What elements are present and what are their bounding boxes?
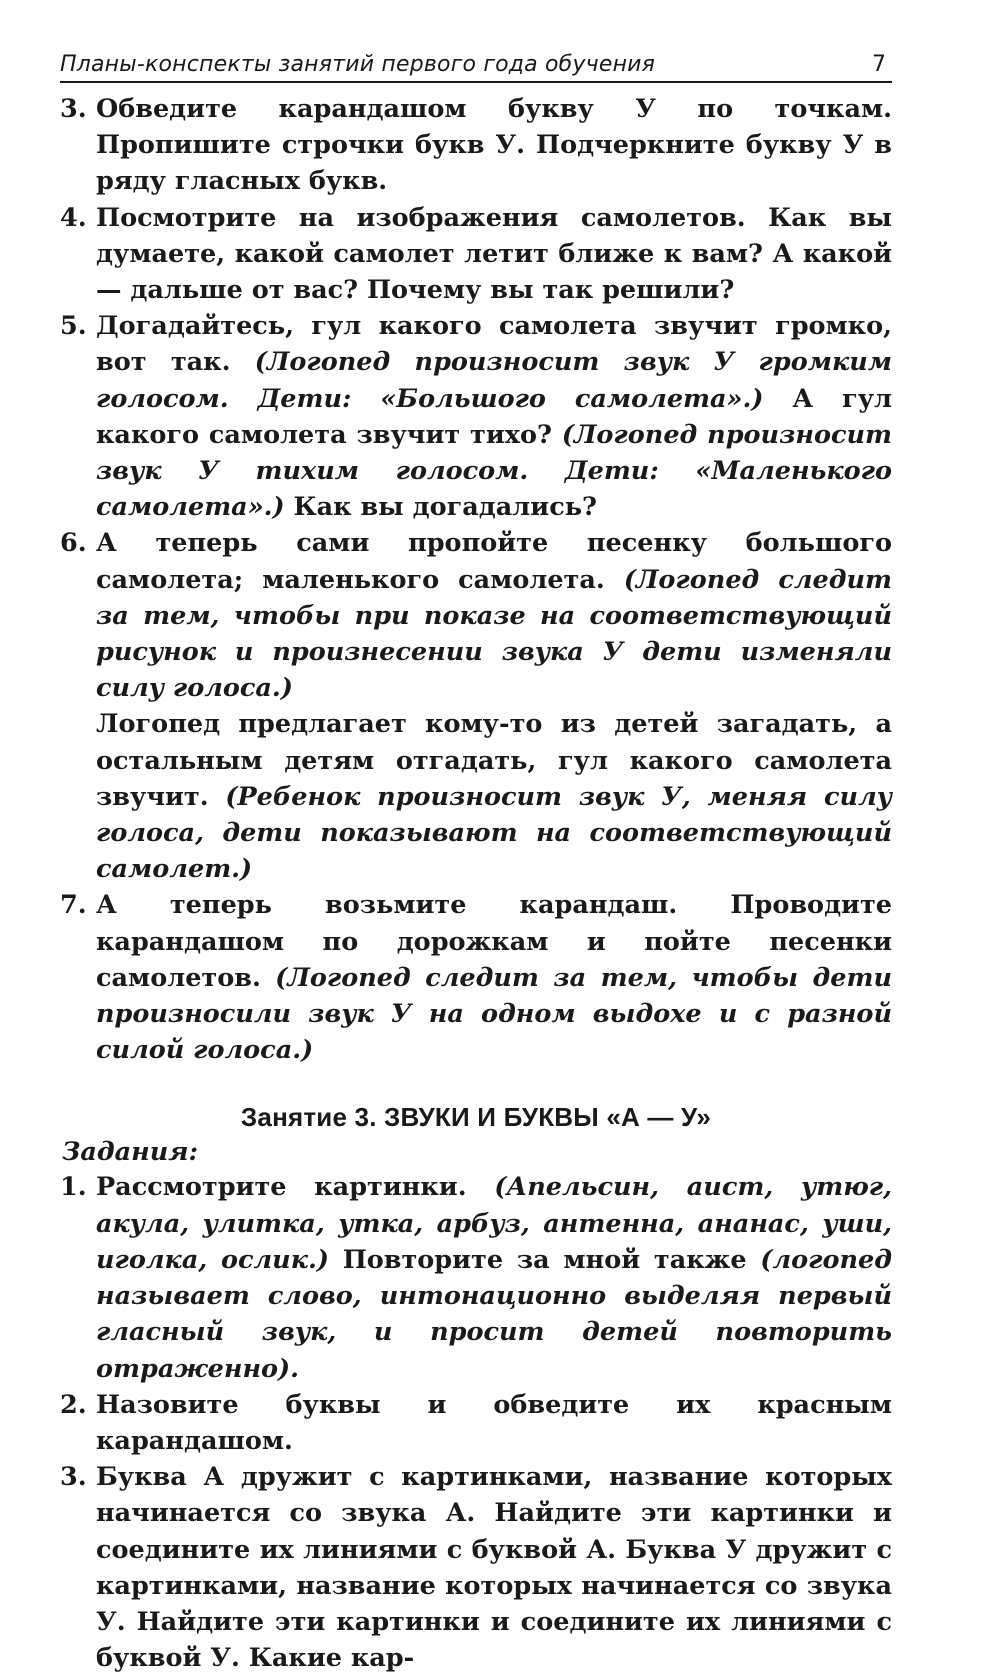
task-sentence: А теперь возьмите карандаш. Проводите карандашом по дорожкам и пойте песенки самолетов. [96,890,892,993]
task-sentence: Обведите карандашом букву У по точкам. Пропишите строчки букв У. Подчеркните букву У в ряду гласных букв. [96,94,892,197]
task-text [96,525,892,706]
task-sentence: А теперь сами пропойте песенку большого самолета; маленького самолета. [96,528,892,595]
lesson-task-block [60,1169,892,1676]
task-sentence: Догадайтесь, гул какого самолета звучит громко, вот так. [96,311,892,378]
running-head [60,52,892,83]
task-sentence: Логопед предлагает кому-то из детей загадать, а остальным детям отгадать, гул какого самолета звучит. [96,709,892,812]
task-number: 5. [60,311,87,342]
task-item [60,91,892,200]
task-sentence: Повторите за мной также [328,1244,761,1275]
task-item [60,887,892,1068]
instruction-note: (Логопед произносит звук У громким голосом. Дети: «Большого самолета».) [96,347,892,414]
task-sentence: Посмотрите на изображения самолетов. Как вы думаете, какой самолет летит ближе к вам? А какой — дальше от вас? Почему вы так решили? [96,202,892,306]
task-list-1 [60,91,892,1068]
task-text [96,1387,892,1459]
task-item [60,1387,892,1459]
task-sentence: Как вы догадались? [284,492,597,523]
task-continuation [96,706,892,887]
task-item [60,525,892,887]
task-number: 7. [60,890,87,921]
instruction-note: (Логопед следит за тем, чтобы при показе на соответствующий рисунок и произнесении звука У дети изменяли силу голоса.) [96,564,892,704]
task-item [60,1459,892,1676]
task-number: 2. [60,1389,87,1420]
task-text [96,1169,892,1386]
task-sentence: Рассмотрите картинки. [96,1172,495,1203]
instruction-note: (логопед называет слово, интонационно выделяя первый гласный звук, и просит детей повторить отраженно). [96,1244,892,1384]
task-item [60,1169,892,1386]
task-number: 3. [60,94,87,124]
task-list-2 [60,1169,892,1676]
task-sentence: Назовите буквы и обведите их красным карандашом. [96,1389,892,1456]
task-sentence: А гул какого самолета звучит тихо? [96,383,893,450]
task-number: 1. [60,1172,87,1203]
running-head-title: Планы-конспекты занятий первого года обучения [60,52,656,77]
exercise-list-continued [60,91,892,1068]
task-number: 3. [60,1462,87,1493]
task-text [96,308,892,525]
page-number: 7 [872,52,886,77]
instruction-note: (Апельсин, аист, утюг, акула, улитка, утка, арбуз, антенна, ананас, уши, иголка, ослик.) [96,1172,892,1275]
task-item [60,308,892,525]
instruction-note: (Логопед произносит звук У тихим голосом. Дети: «Маленького самолета».) [96,419,892,523]
task-text [96,200,892,309]
book-page [60,52,892,1676]
task-item [60,200,892,309]
lesson-heading: Занятие 3. ЗВУКИ И БУКВЫ «А — У» [240,1102,712,1133]
task-sentence: Буква А дружит с картинками, название которых начинается со звука А. Найдите эти картинки и соедините их линиями с буквой А. Буква У дружит с картинками, название которых начинается со звука У. Найдите эти картинки и соедините их линиями с буквой У. Какие кар- [96,1462,892,1674]
task-number: 4. [60,202,87,233]
task-number: 6. [60,528,87,559]
task-text [96,91,892,200]
tasks-label: Задания: [62,1137,199,1168]
task-text [96,1459,892,1676]
instruction-note: (Логопед следит за тем, чтобы дети произносили звук У на одном выдохе и с разной силой голоса.) [96,962,892,1066]
instruction-note: (Ребенок произносит звук У, меняя силу голоса, дети показывают на соответствующий самолет.) [96,781,892,885]
task-text [96,887,892,1068]
